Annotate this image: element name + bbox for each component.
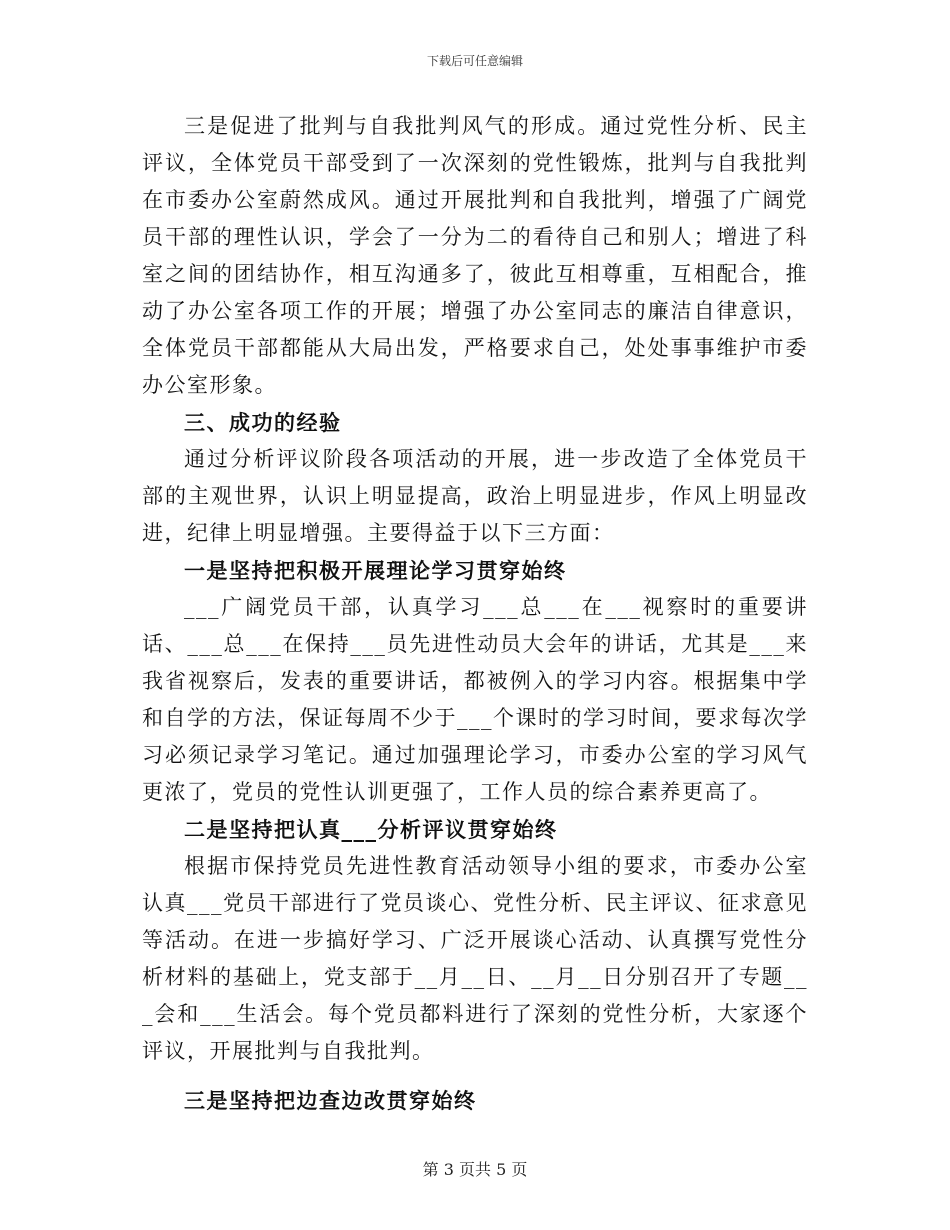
document-body [142, 108, 808, 1119]
section-heading-experience: 三、成功的经验 [184, 410, 342, 435]
subheading-theory-study: 一是坚持把积极开展理论学习贯穿始终 [184, 558, 567, 583]
subheading-analysis-review: 二是坚持把认真___分析评议贯穿始终 [184, 817, 558, 842]
subheading-check-and-correct: 三是坚持把边查边改贯穿始终 [184, 1088, 477, 1113]
paragraph-criticism: 三是促进了批判与自我批判风气的形成。通过党性分析、民主评议，全体党员干部受到了一次深刻的党性锻炼，批判与自我批判在市委办公室蔚然成风。通过开展批判和自我批判，增强了广阔党员干部的理性认识，学会了一分为二的看待自己和别人；增进了科室之间的团结协作，相互沟通多了，彼此互相尊重，互相配合，推动了办公室各项工作的开展；增强了办公室同志的廉洁自律意识，全体党员干部都能从大局出发，严格要求自己，处处事事维护市委办公室形象。 [142, 114, 808, 397]
paragraph-analysis-review: 根据市保持党员先进性教育活动领导小组的要求，市委办公室认真___党员干部进行了党员谈心、党性分析、民主评议、征求意见等活动。在进一步搞好学习、广泛开展谈心活动、认真撰写党性分析材料的基础上，党支部于__月__日、__月__日分别召开了专题___会和___生活会。每个党员都料进行了深刻的党性分析，大家逐个评议，开展批判与自我批判。 [142, 854, 808, 1063]
page-number-footer: 第 3 页共 5 页 [422, 1160, 528, 1179]
paragraph-theory-study: ___广阔党员干部，认真学习___总___在___视察时的重要讲话、___总___在保持___员先进性动员大会年的讲话，尤其是___来我省视察后，发表的重要讲话，都被例入的学习内容。根据集中学和自学的方法，保证每周不少于___个课时的学习时间，要求每次学习必须记录学习笔记。通过加强理论学习，市委办公室的学习风气更浓了，党员的党性认训更强了，工作人员的综合素养更高了。 [142, 595, 808, 804]
page-header: 下载后可任意编辑 [426, 54, 523, 68]
paragraph-experience-intro: 通过分析评议阶段各项活动的开展，进一步改造了全体党员干部的主观世界，认识上明显提高，政治上明显进步，作风上明显改进，纪律上明显增强。主要得益于以下三方面： [142, 447, 808, 545]
